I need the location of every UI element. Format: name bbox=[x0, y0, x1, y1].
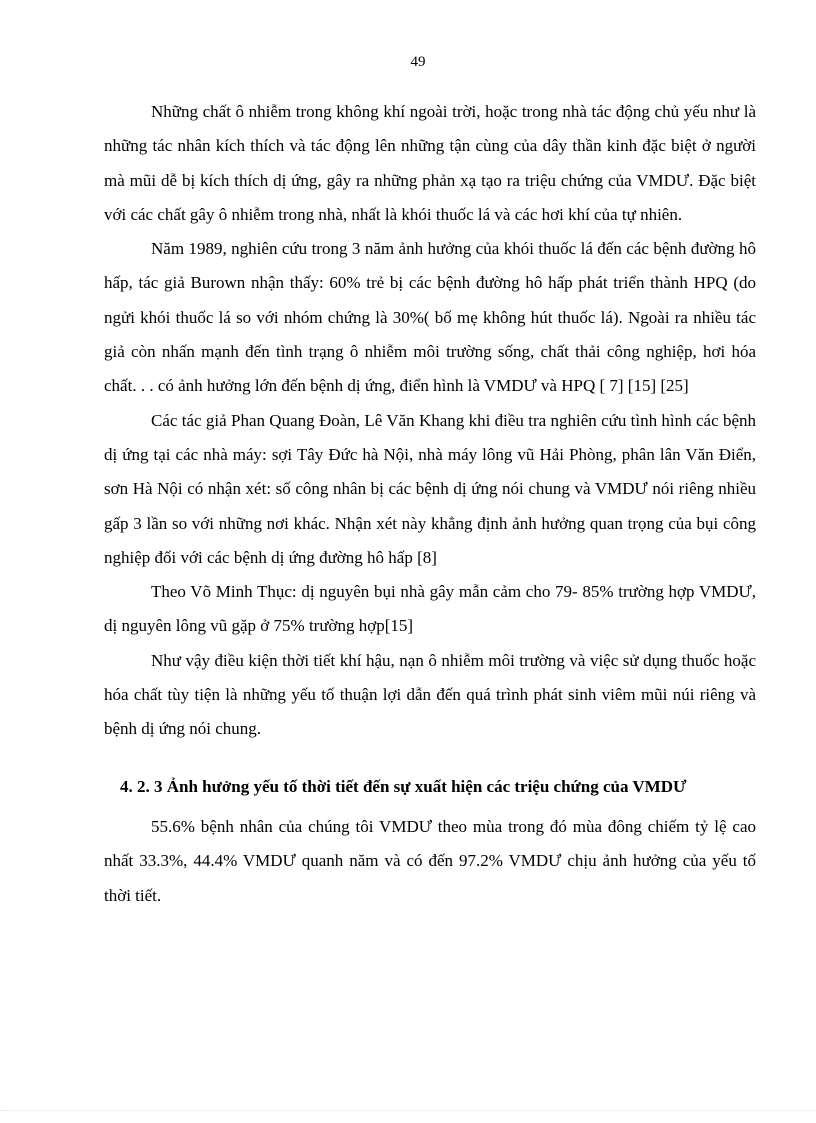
paragraph-house-dust-allergen: Theo Võ Minh Thục: dị nguyên bụi nhà gây mẫn cảm cho 79- 85% trường hợp VMDƯ, dị nguyên lông vũ gặp ở 75% trường hợp[15] bbox=[104, 582, 756, 636]
paragraph-factory-survey: Các tác giả Phan Quang Đoàn, Lê Văn Khang khi điều tra nghiên cứu tình hình các bệnh dị ứng tại các nhà máy: sợi Tây Đức hà Nội, nhà máy lông vũ Hải Phòng, phân lân Văn Điển, sơn Hà Nội có nhận xét: số công nhân bị các bệnh dị ứng nói chung và VMDƯ nói riêng nhiều gấp 3 lần so với những nơi khác. Nhận xét này khẳng định ảnh hưởng quan trọng của bụi công nghiệp đối với các bệnh dị ứng đường hô hấp [8] bbox=[104, 410, 756, 567]
paragraph-weather-results: 55.6% bệnh nhân của chúng tôi VMDƯ theo mùa trong đó mùa đông chiếm tỷ lệ cao nhất 33.3%, 44.4% VMDƯ quanh năm và có đến 97.2% VMDƯ chịu ảnh hưởng của yếu tố thời tiết. bbox=[104, 816, 756, 905]
section-heading: 4. 2. 3 Ảnh hưởng yếu tố thời tiết đến sự xuất hiện các triệu chứng của VMDƯ bbox=[120, 776, 687, 796]
paragraph-air-pollutants: Những chất ô nhiễm trong không khí ngoài trời, hoặc trong nhà tác động chủ yếu như là những tác nhân kích thích và tác động lên những tận cùng của dây thần kinh đặc biệt ở người mà mũi dễ bị kích thích dị ứng, gây ra những phản xạ tạo ra triệu chứng của VMDƯ. Đặc biệt với các chất gây ô nhiễm trong nhà, nhất là khói thuốc lá và các hơi khí của tự nhiên. bbox=[104, 102, 756, 224]
paragraph-tobacco-smoke-study: Năm 1989, nghiên cứu trong 3 năm ảnh hưởng của khói thuốc lá đến các bệnh đường hô hấp, tác giả Burown nhận thấy: 60% trẻ bị các bệnh đường hô hấp phát triển thành HPQ (do ngửi khói thuốc lá so với nhóm chứng là 30%( bố mẹ không hút thuốc lá). Ngoài ra nhiều tác giả còn nhấn mạnh đến tình trạng ô nhiễm môi trường sống, chất thải công nghiệp, hơi hóa chất. . . có ảnh hưởng lớn đến bệnh dị ứng, điển hình là VMDƯ và HPQ [ 7] [15] [25] bbox=[104, 239, 756, 396]
paragraph-conclusion: Như vậy điều kiện thời tiết khí hậu, nạn ô nhiễm môi trường và việc sử dụng thuốc hoặc hóa chất tùy tiện là những yếu tố thuận lợi dẫn đến quá trình phát sinh viêm mũi núi riêng và bệnh dị ứng nói chung. bbox=[104, 650, 756, 739]
page-body bbox=[104, 95, 756, 913]
page-number: 49 bbox=[410, 54, 426, 70]
page-bottom-divider bbox=[0, 1110, 816, 1111]
